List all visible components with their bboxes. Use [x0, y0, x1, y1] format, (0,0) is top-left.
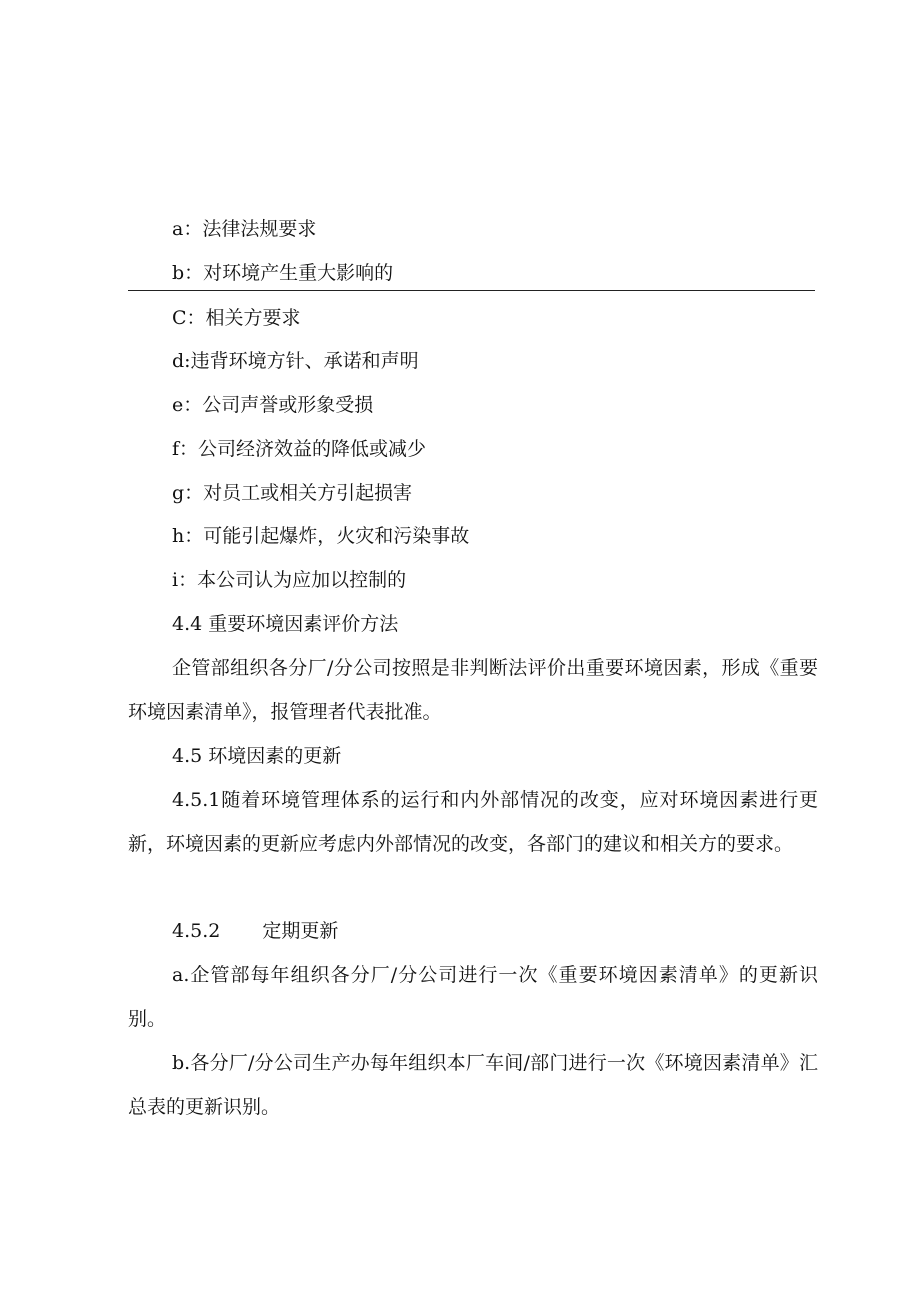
section-4-5-1-body: 4.5.1随着环境管理体系的运行和内外部情况的改变，应对环境因素进行更新，环境因素的更新应考虑内外部情况的改变，各部门的建议和相关方的要求。	[128, 789, 818, 855]
section-4-5-2-heading	[172, 919, 338, 943]
criterion-g: g：对员工或相关方引起损害	[172, 482, 413, 504]
criterion-i: i：本公司认为应加以控制的	[172, 569, 407, 591]
criterion-c: C：相关方要求	[172, 307, 301, 329]
criterion-h: h：可能引起爆炸，火灾和污染事故	[172, 525, 470, 547]
criterion-e: e：公司声誉或形象受损	[172, 394, 374, 416]
criterion-a: a：法律法规要求	[172, 218, 317, 240]
section-4-5-2-item-b: b.各分厂/分公司生产办每年组织本厂车间/部门进行一次《环境因素清单》汇总表的更新识别。	[128, 1052, 818, 1118]
section-4-4-heading: 4.4 重要环境因素评价方法	[172, 613, 399, 635]
section-4-5-2-number: 4.5.2	[172, 920, 221, 942]
section-4-5-heading: 4.5 环境因素的更新	[172, 745, 342, 767]
criterion-f: f：公司经济效益的降低或减少	[172, 438, 427, 460]
section-4-4-body: 企管部组织各分厂/分公司按照是非判断法评价出重要环境因素，形成《重要环境因素清单》，报管理者代表批准。	[128, 657, 818, 723]
criterion-b: b：对环境产生重大影响的	[172, 262, 394, 284]
criterion-d: d:违背环境方针、承诺和声明	[172, 350, 419, 372]
section-4-5-2-title: 定期更新	[262, 920, 339, 942]
section-4-5-2-item-a: a.企管部每年组织各分厂/分公司进行一次《重要环境因素清单》的更新识别。	[128, 964, 818, 1030]
horizontal-rule	[128, 290, 815, 291]
